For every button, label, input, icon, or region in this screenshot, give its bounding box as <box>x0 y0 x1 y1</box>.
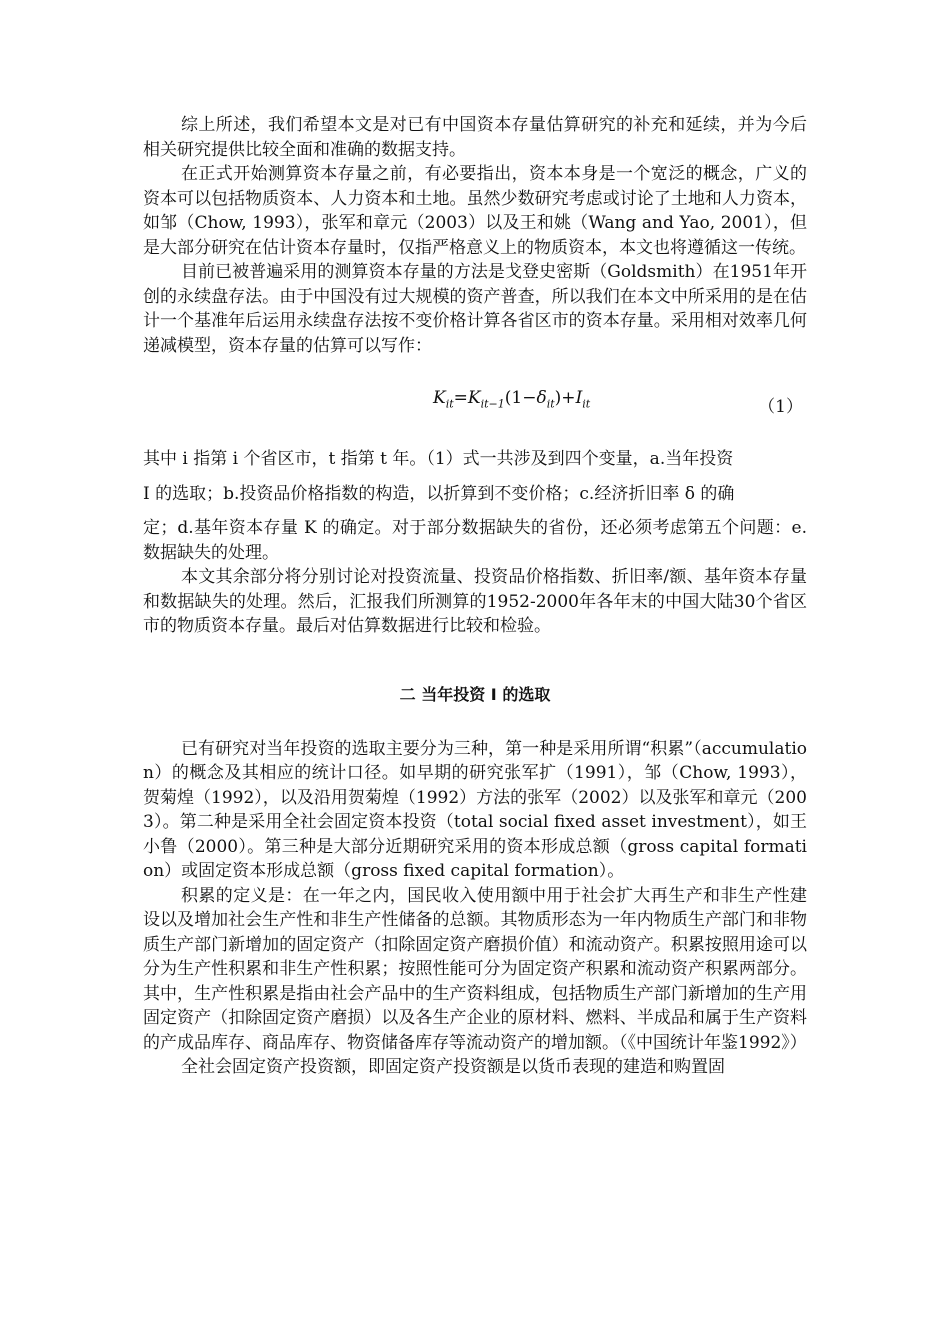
document-page <box>143 113 807 1080</box>
section-heading: 二 当年投资 I 的选取 <box>399 684 551 704</box>
paragraph-summary: 综上所述，我们希望本文是对已有中国资本存量估算研究的补充和延续，并为今后相关研究提供比较全面和准确的数据支持。 <box>143 115 807 160</box>
paragraph-accumulation-definition: 积累的定义是：在一年之内，国民收入使用额中用于社会扩大再生产和非生产性建设以及增加社会生产性和非生产性储备的总额。其物质形态为一年内物质生产部门和非物质生产部门新增加的固定资产（扣除固定资产磨损价值）和流动资产。积累按照用途可以分为生产性积累和非生产性积累；按照性能可分为固定资产积累和流动资产积累两部分。其中，生产性积累是指由社会产品中的生产资料组成，包括物质生产部门新增加的生产用固定资产（扣除固定资产磨损）以及各生产企业的原材料、燃料、半成品和属于生产资料的产成品库存、商品库存、物资储备库存等流动资产的增加额。（《中国统计年鉴1992》） <box>143 885 807 1053</box>
paragraph-variables-line2: I 的选取；b.投资品价格指数的构造，以折算到不变价格；c.经济折旧率 δ 的确 <box>143 484 735 504</box>
equation-1 <box>143 378 807 442</box>
paragraph-investment-choices: 已有研究对当年投资的选取主要分为三种，第一种是采用所谓“积累”（accumulation）的概念及其相应的统计口径。如早期的研究张军扩（1991），邹（Chow, 1993），贺菊煌（1992），以及沿用贺菊煌（1992）方法的张军（2002）以及张军和章元（2003）。第二种是采用全社会固定资本投资（total social fixed asset investment），如王小鲁（2000）。第三种是大部分近期研究采用的资本形成总额（gross capital formation）或固定资本形成总额（gross fixed capital formation）。 <box>143 738 807 881</box>
equation-number: （1） <box>758 397 803 417</box>
paragraph-fixed-asset-investment: 全社会固定资产投资额，即固定资产投资额是以货币表现的建造和购置固 <box>181 1057 725 1077</box>
paragraph-variables-line1: 其中 i 指第 i 个省区市，t 指第 t 年。（1）式一共涉及到四个变量，a.当年投资 <box>143 449 734 469</box>
capital-stock-formula: $K_{it}=K_{it-1}(1-\delta_{it})+I_{it}$ <box>433 388 591 411</box>
paragraph-perpetual-inventory-method: 目前已被普遍采用的测算资本存量的方法是戈登史密斯（Goldsmith）在1951年开创的永续盘存法。由于中国没有过大规模的资产普查，所以我们在本文中所采用的是在估计一个基准年后运用永续盘存法按不变价格计算各省区市的资本存量。采用相对效率几何递减模型，资本存量的估算可以写作： <box>143 262 807 356</box>
paragraph-capital-concept: 在正式开始测算资本存量之前，有必要指出，资本本身是一个宽泛的概念，广义的资本可以包括物质资本、人力资本和土地。虽然少数研究考虑或讨论了土地和人力资本，如邹（Chow, 1993），张军和章元（2003）以及王和姚（Wang and Yao, 2001），但是大部分研究在估计资本存量时，仅指严格意义上的物质资本，本文也将遵循这一传统。 <box>143 164 807 258</box>
paragraph-outline: 本文其余部分将分别讨论对投资流量、投资品价格指数、折旧率/额、基年资本存量和数据缺失的处理。然后，汇报我们所测算的1952-2000年各年末的中国大陆30个省区市的物质资本存量。最后对估算数据进行比较和检验。 <box>143 567 807 636</box>
paragraph-variables-line3: 定；d.基年资本存量 K 的确定。对于部分数据缺失的省份，还必须考虑第五个问题：e. 数据缺失的处理。 <box>143 518 807 563</box>
